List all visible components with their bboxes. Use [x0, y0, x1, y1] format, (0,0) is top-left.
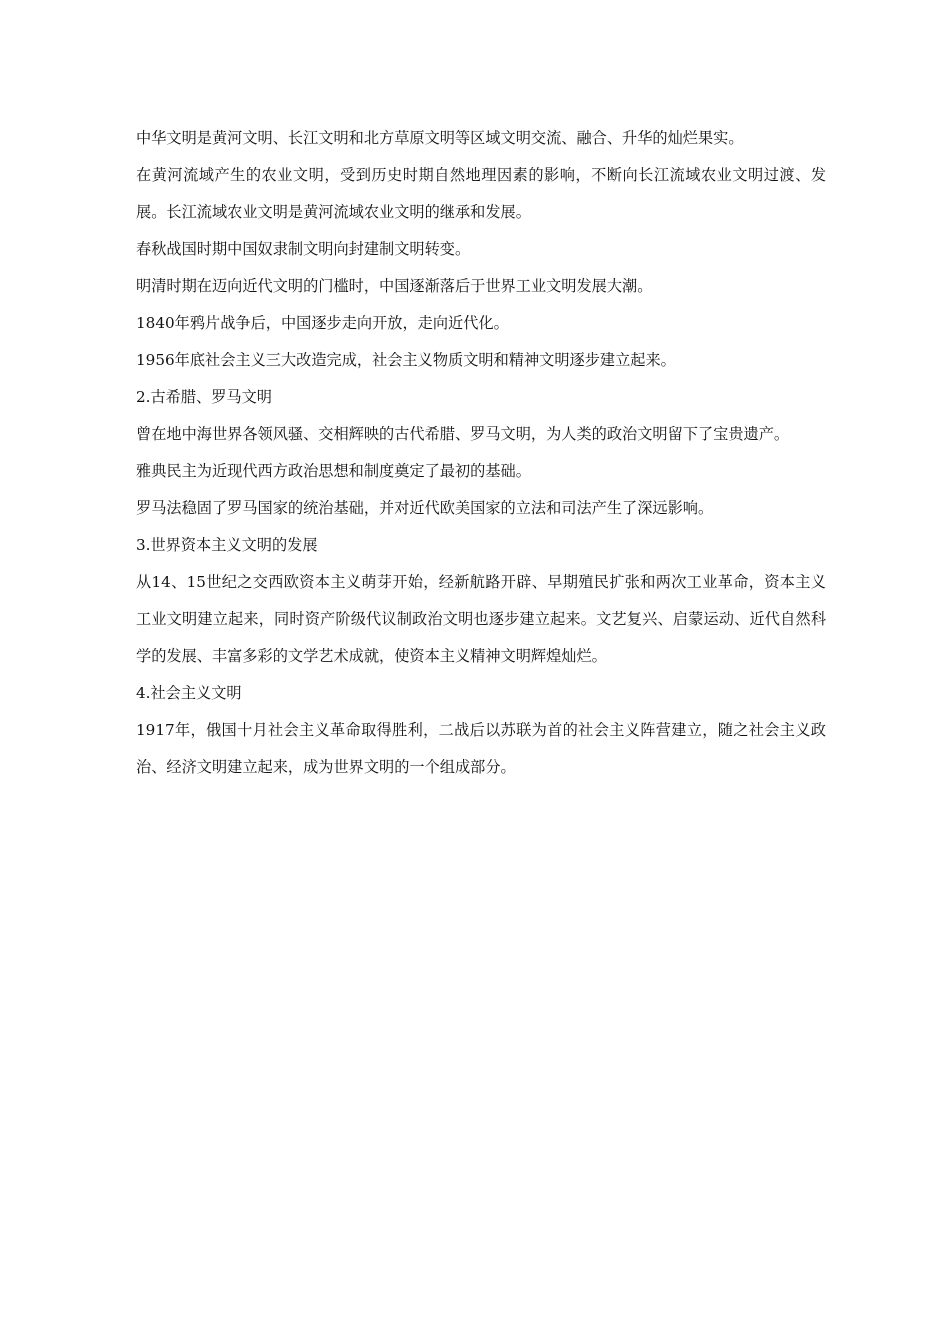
- paragraph-mediterranean: 曾在地中海世界各领风骚、交相辉映的古代希腊、罗马文明，为人类的政治文明留下了宝贵遗产。: [136, 425, 790, 443]
- paragraph-yellow-river-agriculture: 在黄河流域产生的农业文明，受到历史时期自然地理因素的影响，不断向长江流域农业文明过渡、发展。长江流域农业文明是黄河流域农业文明的继承和发展。: [136, 166, 826, 221]
- paragraph-opium-war: 1840年鸦片战争后，中国逐步走向开放，走向近代化。: [136, 314, 509, 332]
- paragraph-chinese-civilization: 中华文明是黄河文明、长江文明和北方草原文明等区域文明交流、融合、升华的灿烂果实。: [136, 129, 744, 147]
- paragraph-october-revolution: 1917年，俄国十月社会主义革命取得胜利，二战后以苏联为首的社会主义阵营建立，随之社会主义政治、经济文明建立起来，成为世界文明的一个组成部分。: [136, 721, 826, 776]
- document-body: [136, 120, 826, 786]
- paragraph-athenian-democracy: 雅典民主为近现代西方政治思想和制度奠定了最初的基础。: [136, 462, 531, 480]
- section-heading-socialism: 4.社会主义文明: [136, 684, 242, 702]
- paragraph-roman-law: 罗马法稳固了罗马国家的统治基础，并对近代欧美国家的立法和司法产生了深远影响。: [136, 499, 714, 517]
- section-heading-capitalism: 3.世界资本主义文明的发展: [136, 536, 318, 554]
- paragraph-ming-qing: 明清时期在迈向近代文明的门槛时，中国逐渐落后于世界工业文明发展大潮。: [136, 277, 653, 295]
- paragraph-spring-autumn: 春秋战国时期中国奴隶制文明向封建制文明转变。: [136, 240, 471, 258]
- paragraph-capitalist-development: 从14、15世纪之交西欧资本主义萌芽开始，经新航路开辟、早期殖民扩张和两次工业革命，资本主义工业文明建立起来，同时资产阶级代议制政治文明也逐步建立起来。文艺复兴、启蒙运动、近代自然科学的发展、丰富多彩的文学艺术成就，使资本主义精神文明辉煌灿烂。: [136, 573, 826, 665]
- paragraph-socialist-transformation: 1956年底社会主义三大改造完成，社会主义物质文明和精神文明逐步建立起来。: [136, 351, 676, 369]
- section-heading-greece-rome: 2.古希腊、罗马文明: [136, 388, 272, 406]
